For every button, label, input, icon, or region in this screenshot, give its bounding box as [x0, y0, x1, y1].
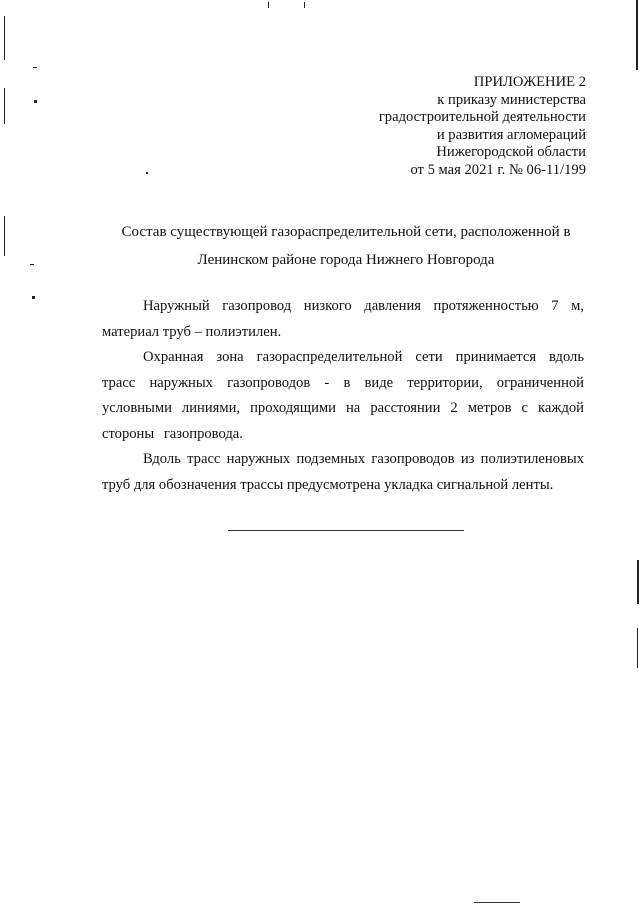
- paragraph-1-text: Наружный газопровод низкого давления протяженностью 7 м, материал труб – полиэтилен.: [102, 298, 584, 340]
- scan-artifact-left-1: [4, 16, 5, 60]
- scan-artifact-top-2: [304, 2, 305, 8]
- annex-line-5: от 5 мая 2021 г. № 06-11/199: [410, 161, 586, 178]
- scan-artifact-right-2: [637, 560, 639, 604]
- scan-artifact-dot-1: [33, 67, 37, 68]
- heading-line-2: Ленинском районе города Нижнего Новгорода: [197, 252, 495, 268]
- annex-line-3: и развития агломераций: [436, 126, 586, 143]
- heading-line-1: Состав существующей газораспределительной сети, расположенной в: [121, 224, 571, 240]
- paragraph-2: [102, 345, 584, 447]
- annex-line-4: Нижегородской области: [436, 144, 586, 161]
- paragraph-3-text: Вдоль трасс наружных подземных газопроводов из полиэтиленовых труб для обозначения трассы предусмотрена укладка сигнальной ленты.: [102, 451, 584, 493]
- scan-artifact-dot-2: [34, 100, 37, 103]
- scan-artifact-right-3: [637, 628, 638, 668]
- annex-line-1: к приказу министерства: [437, 91, 586, 108]
- scan-artifact-dot-4: [32, 296, 35, 299]
- scan-artifact-dot-5: [146, 172, 148, 174]
- annex-line-2: градостроительной деятельности: [378, 109, 586, 126]
- annex-title: ПРИЛОЖЕНИЕ 2: [473, 74, 586, 90]
- bottom-edge-rule: [474, 902, 520, 903]
- paragraph-1: [102, 294, 584, 345]
- scan-artifact-dot-3: [30, 264, 34, 265]
- document-heading: [100, 218, 592, 274]
- paragraph-3: [102, 447, 584, 498]
- scan-artifact-left-3: [4, 216, 5, 256]
- closing-rule: [228, 530, 464, 531]
- scan-artifact-top-1: [268, 2, 269, 8]
- annex-block: [379, 74, 586, 180]
- scan-artifact-right-1: [636, 0, 638, 70]
- document-body: [102, 294, 584, 498]
- scan-artifact-left-2: [4, 88, 5, 124]
- paragraph-2-text: Охранная зона газораспределительной сети принимается вдоль трасс наружных газопроводов - в виде территории, ограниченной условными линиями, проходящими на расстоянии 2 метров с каждой стороны газопровода.: [102, 349, 584, 442]
